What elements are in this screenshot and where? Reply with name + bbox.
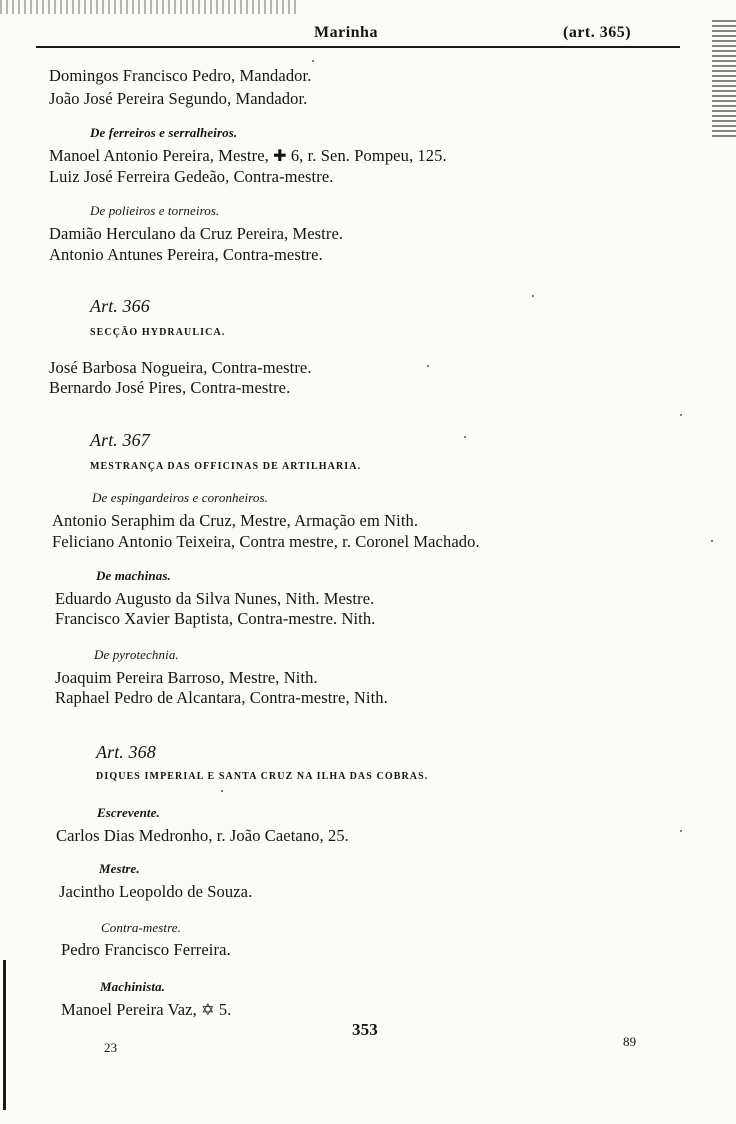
- subsection-title: De polieiros e torneiros.: [90, 203, 220, 218]
- scan-speck: [312, 60, 314, 62]
- text-fragment: 5.: [218, 1000, 232, 1019]
- subsection-title: De espingardeiros e coronheiros.: [92, 490, 269, 505]
- subsection-title: De ferreiros e serralheiros.: [90, 125, 238, 140]
- header-rule: [36, 46, 680, 48]
- text-line: [49, 146, 447, 166]
- role-title: Mestre.: [99, 861, 140, 876]
- scan-speck: [427, 365, 429, 367]
- text-line: Bernardo José Pires, Contra-mestre.: [49, 378, 291, 397]
- running-title: Marinha: [314, 24, 378, 41]
- article-label: Art. 368: [96, 742, 156, 762]
- article-label: Art. 366: [90, 296, 150, 316]
- scan-speck: [711, 540, 713, 542]
- text-line: [61, 1000, 231, 1020]
- role-title: Escrevente.: [97, 805, 160, 820]
- scan-noise-right: [712, 20, 736, 140]
- text-line: Joaquim Pereira Barroso, Mestre, Nith.: [55, 668, 318, 687]
- scan-speck: [680, 830, 682, 832]
- text-fragment: Manoel Antonio Pereira, Mestre,: [49, 146, 269, 165]
- text-fragment: Manoel Pereira Vaz,: [61, 1000, 197, 1019]
- role-title: Machinista.: [100, 979, 166, 994]
- text-line: Raphael Pedro de Alcantara, Contra-mestre, Nith.: [55, 688, 388, 707]
- text-line: João José Pereira Segundo, Mandador.: [49, 89, 308, 108]
- section-title: DIQUES IMPERIAL E SANTA CRUZ NA ILHA DAS COBRAS.: [96, 771, 429, 782]
- scan-edge-left: [3, 960, 6, 1110]
- scan-speck: [532, 295, 534, 297]
- page-number: 353: [352, 1020, 378, 1039]
- text-line: Jacintho Leopoldo de Souza.: [59, 882, 253, 901]
- text-line: Eduardo Augusto da Silva Nunes, Nith. Mestre.: [55, 589, 375, 608]
- text-line: Damião Herculano da Cruz Pereira, Mestre.: [49, 224, 344, 243]
- scan-speck: [464, 436, 466, 438]
- text-line: Carlos Dias Medronho, r. João Caetano, 25.: [56, 826, 349, 845]
- scan-speck: [680, 414, 682, 416]
- section-title: MESTRANÇA DAS OFFICINAS DE ARTILHARIA.: [90, 461, 362, 472]
- text-line: Luiz José Ferreira Gedeão, Contra-mestre.: [49, 167, 334, 186]
- text-line: Feliciano Antonio Teixeira, Contra mestre, r. Coronel Machado.: [52, 532, 480, 551]
- star-emblem-icon: ✡: [201, 1000, 215, 1019]
- signature-mark-left: 23: [104, 1040, 118, 1055]
- role-title: Contra-mestre.: [101, 920, 181, 935]
- section-title: SECÇÃO HYDRAULICA.: [90, 327, 226, 338]
- signature-mark-right: 89: [623, 1034, 637, 1049]
- article-ref: (art. 365): [563, 24, 632, 41]
- subsection-title: De pyrotechnia.: [94, 647, 179, 662]
- article-label: Art. 367: [90, 430, 150, 450]
- text-line: Francisco Xavier Baptista, Contra-mestre. Nith.: [55, 609, 376, 628]
- text-line: Antonio Antunes Pereira, Contra-mestre.: [49, 245, 323, 264]
- subsection-title: De machinas.: [96, 568, 171, 583]
- text-line: Antonio Seraphim da Cruz, Mestre, Armação em Nith.: [52, 511, 419, 530]
- text-line: Domingos Francisco Pedro, Mandador.: [49, 66, 312, 85]
- text-line: Pedro Francisco Ferreira.: [61, 940, 231, 959]
- text-fragment: 6, r. Sen. Pompeu, 125.: [290, 146, 447, 165]
- text-line: José Barbosa Nogueira, Contra-mestre.: [49, 358, 312, 377]
- scan-noise-top: [0, 0, 300, 14]
- scan-speck: [221, 790, 223, 792]
- order-emblem-icon: ✚: [273, 146, 287, 165]
